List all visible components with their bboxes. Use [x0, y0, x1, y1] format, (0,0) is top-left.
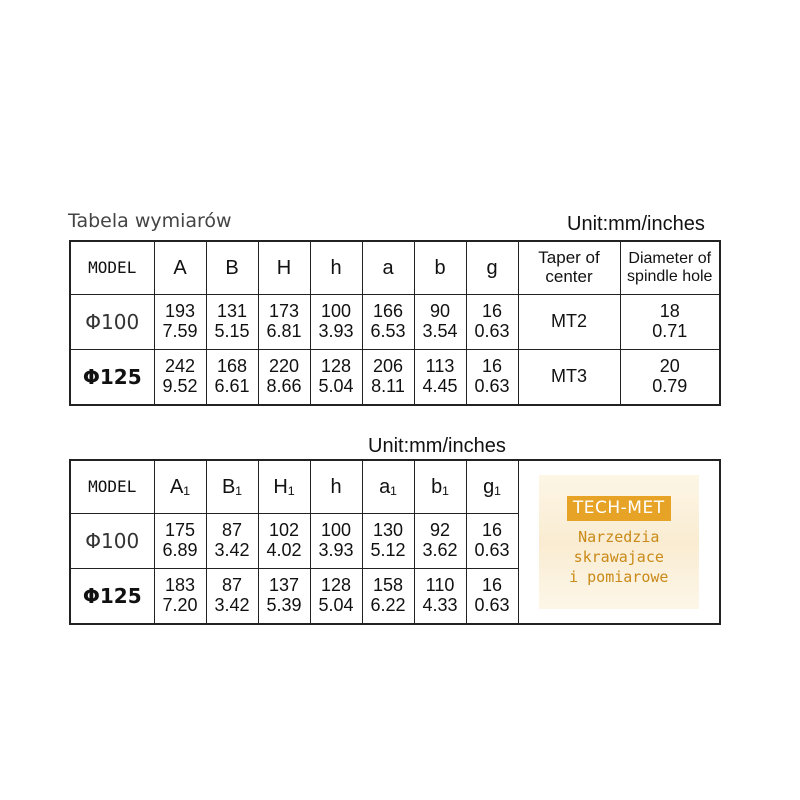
- value-cell: 128 5.04: [310, 569, 362, 625]
- value-cell: 16 0.63: [466, 295, 518, 350]
- header-a-lower: a: [362, 241, 414, 295]
- header-b: B: [206, 241, 258, 295]
- model-cell: Φ100: [70, 514, 154, 569]
- value-cell: 87 3.42: [206, 514, 258, 569]
- value-cell: 100 3.93: [310, 295, 362, 350]
- value-cell: 158 6.22: [362, 569, 414, 625]
- value-cell: 113 4.45: [414, 350, 466, 406]
- model-cell: Φ100: [70, 295, 154, 350]
- header-diameter: [620, 241, 720, 295]
- table-header-row: [70, 460, 720, 514]
- unit-label-bottom: Unit:mm/inches: [368, 435, 506, 457]
- value-cell: 102 4.02: [258, 514, 310, 569]
- header-diameter-line2: spindle hole: [627, 268, 713, 285]
- logo-cell: [518, 460, 720, 624]
- value-cell: 168 6.61: [206, 350, 258, 406]
- logo-line: i pomiarowe: [569, 568, 669, 587]
- value-cell: 137 5.39: [258, 569, 310, 625]
- logo-line: skrawajace: [573, 548, 664, 567]
- logo-brand: TECH-MET: [567, 496, 671, 521]
- value-cell: 175 6.89: [154, 514, 206, 569]
- header-h-lower: h: [310, 241, 362, 295]
- value-cell: 110 4.33: [414, 569, 466, 625]
- logo-line: Narzedzia: [578, 527, 660, 546]
- value-cell: 16 0.63: [466, 514, 518, 569]
- value-cell: 131 5.15: [206, 295, 258, 350]
- value-cell: 183 7.20: [154, 569, 206, 625]
- value-cell: 92 3.62: [414, 514, 466, 569]
- page-title: Tabela wymiarów: [68, 210, 232, 232]
- header-b1: B₁: [206, 460, 258, 514]
- value-cell: 130 5.12: [362, 514, 414, 569]
- taper-cell: MT3: [518, 350, 620, 406]
- value-cell: 128 5.04: [310, 350, 362, 406]
- header-a1-lower: a₁: [362, 460, 414, 514]
- header-b1-lower: b₁: [414, 460, 466, 514]
- header-model: MODEL: [70, 241, 154, 295]
- value-cell: 242 9.52: [154, 350, 206, 406]
- value-cell: 87 3.42: [206, 569, 258, 625]
- header-a1: A₁: [154, 460, 206, 514]
- taper-cell: MT2: [518, 295, 620, 350]
- header-g: g: [466, 241, 518, 295]
- header-model: MODEL: [70, 460, 154, 514]
- header-taper-line2: center: [545, 267, 593, 286]
- header-taper-line1: Taper of: [538, 248, 600, 268]
- value-cell: 166 6.53: [362, 295, 414, 350]
- diameter-cell: 20 0.79: [620, 350, 720, 406]
- value-cell: 16 0.63: [466, 569, 518, 625]
- model-cell: Φ125: [70, 350, 154, 406]
- diameter-cell: 18 0.71: [620, 295, 720, 350]
- header-a: A: [154, 241, 206, 295]
- table-row: [70, 350, 720, 406]
- header-h-upper: H: [258, 241, 310, 295]
- value-cell: 206 8.11: [362, 350, 414, 406]
- value-cell: 173 6.81: [258, 295, 310, 350]
- tech-met-logo: [539, 475, 699, 609]
- value-cell: 220 8.66: [258, 350, 310, 406]
- table-row: [70, 295, 720, 350]
- dimensions-table-main: [69, 240, 721, 406]
- header-b-lower: b: [414, 241, 466, 295]
- unit-label-top: Unit:mm/inches: [567, 213, 705, 235]
- value-cell: 193 7.59: [154, 295, 206, 350]
- header-h1: H₁: [258, 460, 310, 514]
- value-cell: 16 0.63: [466, 350, 518, 406]
- header-diameter-line1: Diameter of: [628, 250, 712, 268]
- value-cell: 90 3.54: [414, 295, 466, 350]
- dimensions-table-secondary: [69, 459, 721, 625]
- header-g1: g₁: [466, 460, 518, 514]
- table-header-row: [70, 241, 720, 295]
- header-h-lower: h: [310, 460, 362, 514]
- value-cell: 100 3.93: [310, 514, 362, 569]
- model-cell: Φ125: [70, 569, 154, 625]
- header-taper: [518, 241, 620, 295]
